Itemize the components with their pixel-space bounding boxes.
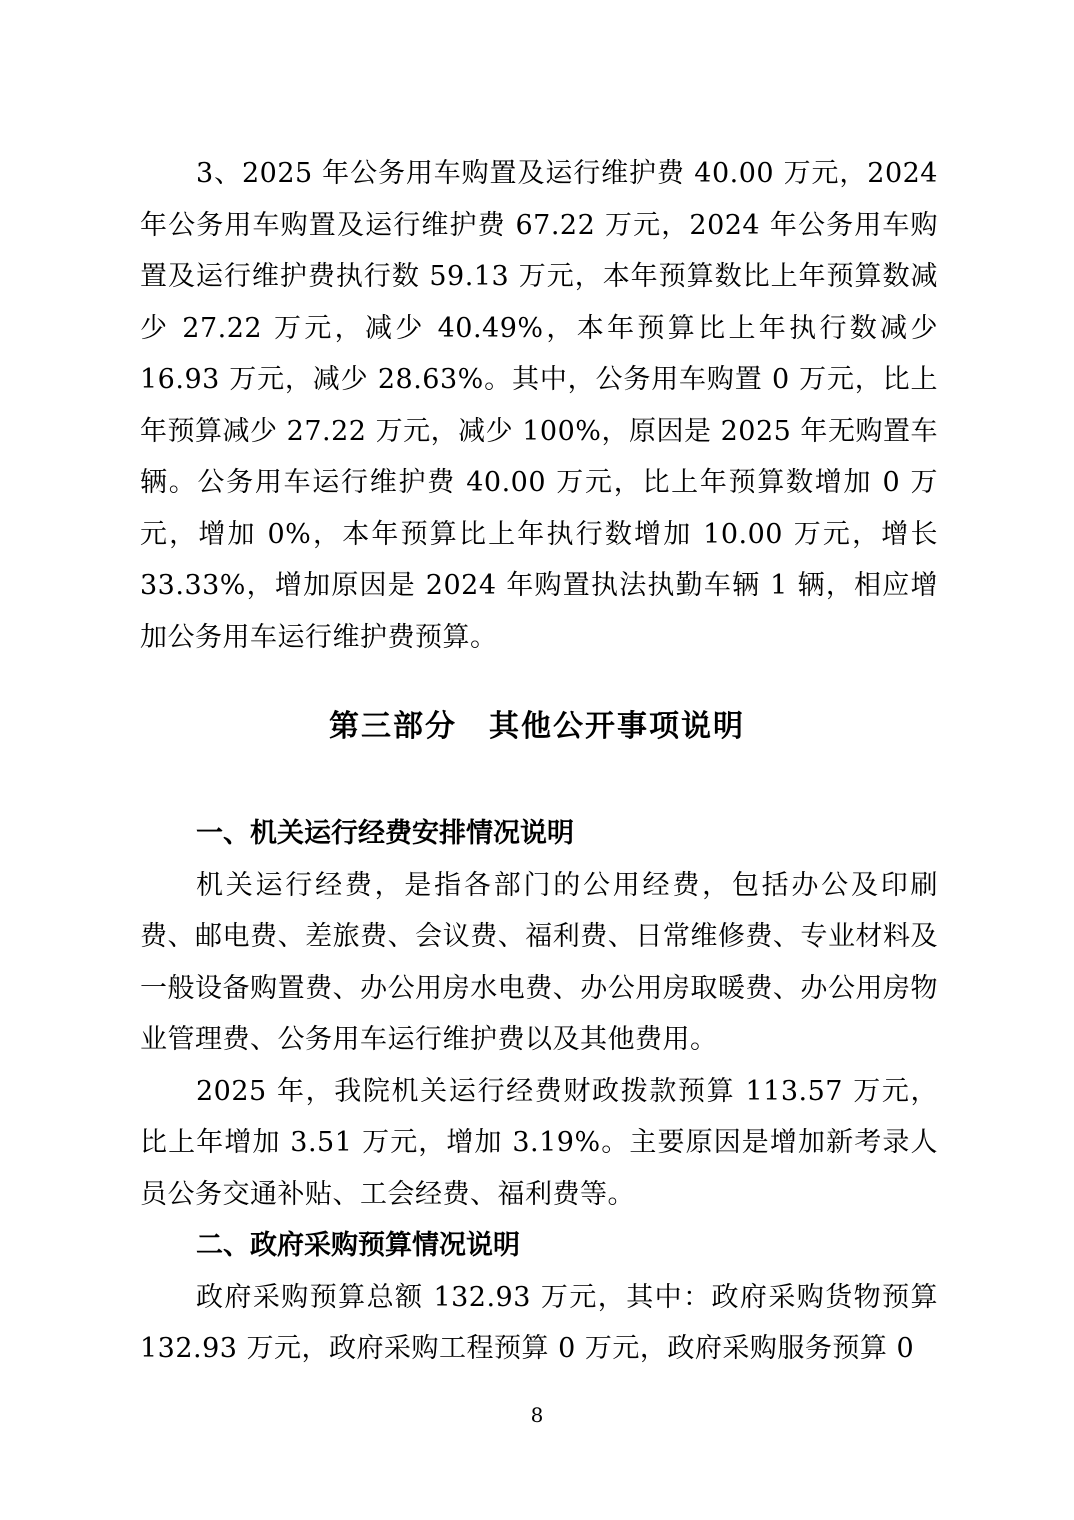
section-title: 第三部分 其他公开事项说明 xyxy=(329,709,745,744)
operating-expense-heading: 一、机关运行经费安排情况说明 xyxy=(196,818,574,849)
operating-expense-definition-paragraph: 机关运行经费，是指各部门的公用经费，包括办公及印刷费、邮电费、差旅费、会议费、福利费、日常维修费、专业材料及一般设备购置费、办公用房水电费、办公用房取暖费、办公用房物业管理费、公务用车运行维护费以及其他费用。 xyxy=(140,869,938,1055)
procurement-heading: 二、政府采购预算情况说明 xyxy=(196,1230,520,1261)
operating-expense-section xyxy=(140,808,938,1375)
procurement-paragraph: 政府采购预算总额 132.93 万元，其中：政府采购货物预算 132.93 万元，政府采购工程预算 0 万元，政府采购服务预算 0 xyxy=(140,1281,938,1364)
page-number: 8 xyxy=(530,1403,544,1427)
vehicle-expense-section xyxy=(140,148,938,663)
operating-expense-budget-paragraph: 2025 年，我院机关运行经费财政拨款预算 113.57 万元，比上年增加 3.51 万元，增加 3.19%。主要原因是增加新考录人员公务交通补贴、工会经费、福利费等。 xyxy=(140,1075,938,1210)
vehicle-expense-paragraph: 3、2025 年公务用车购置及运行维护费 40.00 万元，2024 年公务用车购置及运行维护费 67.22 万元，2024 年公务用车购置及运行维护费执行数 59.13 万元，本年预算数比上年预算数减少 27.22 万元，减少 40.49%，本年预算比上年执行数减少 16.93 万元，减少 28.63%。其中，公务用车购置 0 万元，比上年预算减少 27.22 万元，减少 100%，原因是 2025 年无购置车辆。公务用车运行维护费 40.00 万元，比上年预算数增加 0 万元，增加 0%，本年预算比上年执行数增加 10.00 万元，增长 33.33%，增加原因是 2024 年购置执法执勤车辆 1 辆，相应增加公务用车运行维护费预算。 xyxy=(140,158,938,653)
